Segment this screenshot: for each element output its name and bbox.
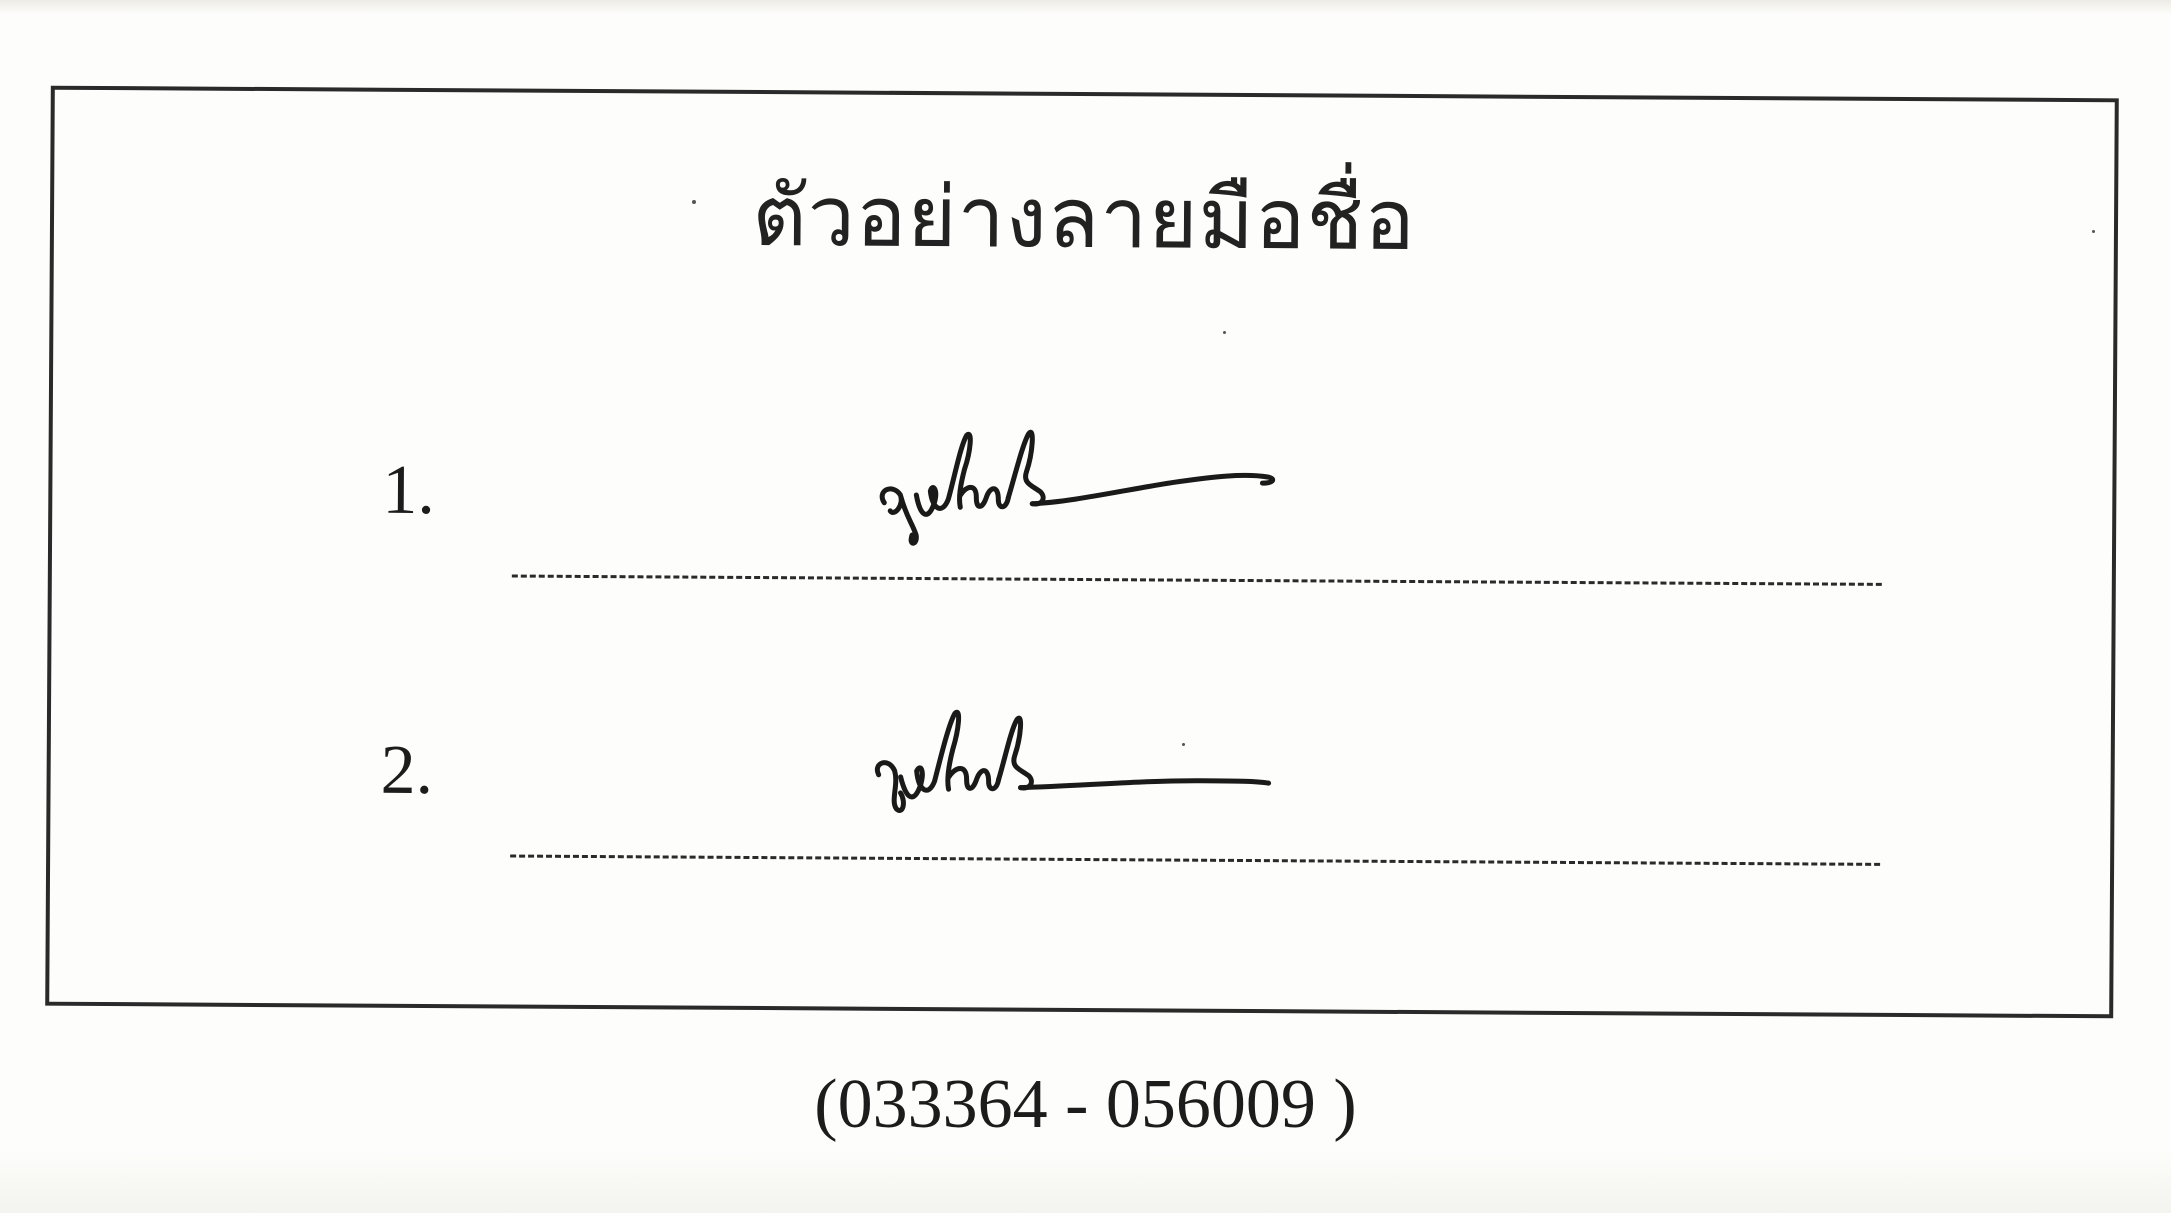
- scan-speck: [692, 200, 696, 204]
- reference-number: (033364 - 056009 ): [814, 1066, 1357, 1143]
- specimen-title: ตัวอย่างลายมือชื่อ: [751, 166, 1417, 270]
- scan-edge-top: [0, 0, 2171, 14]
- signature-line-2: [510, 855, 1880, 866]
- signature-number-2: 2.: [380, 731, 434, 810]
- signature-specimen-box: [45, 86, 2119, 1019]
- scan-speck: [2092, 230, 2095, 233]
- signature-1-icon: [872, 425, 1313, 568]
- signature-row-2: [50, 700, 2111, 893]
- signature-2-icon: [870, 705, 1311, 848]
- signature-line-1: [512, 575, 1882, 586]
- signature-row-1: [52, 420, 2113, 613]
- signature-number-1: 1.: [382, 451, 436, 530]
- scan-edge-bottom: [0, 1150, 2171, 1213]
- scan-speck: [1182, 743, 1185, 746]
- scan-speck: [1223, 331, 1226, 334]
